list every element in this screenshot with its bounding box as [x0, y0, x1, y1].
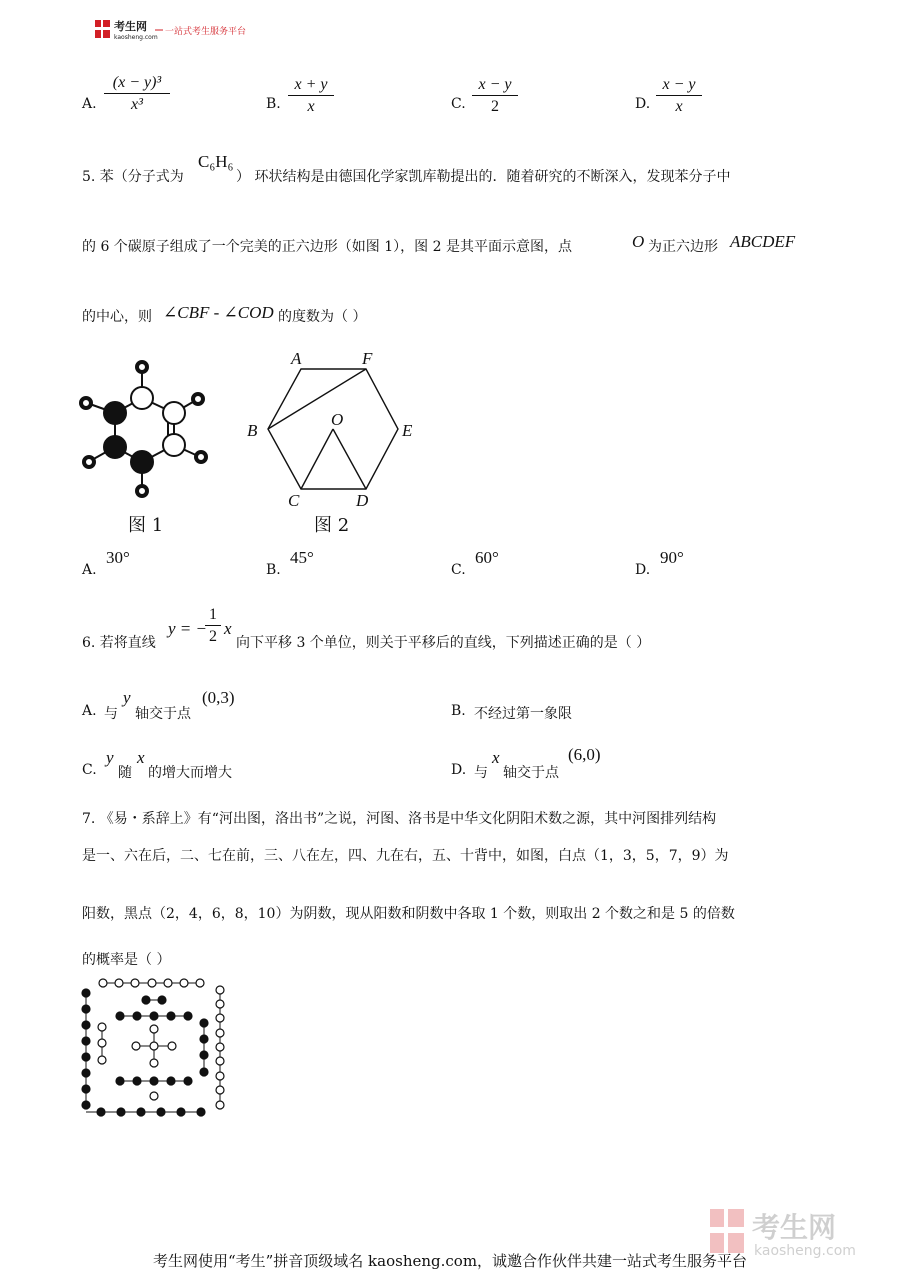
header-domain: kaosheng.com — [114, 34, 158, 41]
q5-option-d-label[interactable]: D. — [635, 562, 651, 578]
page-footer — [0, 1250, 900, 1271]
q6-option-d-mid: 轴交于点 — [503, 765, 559, 781]
header-logo[interactable] — [95, 18, 265, 46]
q5-hexagon-name: ABCDEF — [730, 232, 796, 251]
q5-option-b-label[interactable]: B. — [266, 562, 281, 578]
q5-angle-expression: ∠CBF - ∠COD — [163, 303, 274, 322]
q5-option-c-value[interactable]: 60° — [475, 548, 499, 567]
q6-option-a-pre: 与 — [104, 706, 118, 722]
footer-text: 考生网使用“考生”拼音顶级域名 kaosheng.com，诚邀合作伙伴共建一站式考生服务平台 — [152, 1252, 748, 1270]
q6-equation-fraction — [205, 606, 221, 646]
vertex-a: A — [291, 349, 302, 368]
q5-stem-part1: 5. 苯（分子式为 — [82, 169, 184, 185]
watermark-brand: 考生网 — [752, 1211, 837, 1244]
q5-stem-line2b: 为正六边形 — [648, 239, 718, 255]
figure-1-caption: 图 1 — [128, 515, 164, 536]
q4-option-c-numerator: x − y — [472, 76, 518, 96]
q5-stem-part2: ） 环状结构是由德国化学家凯库勒提出的．随着研究的不断深入，发现苯分子中 — [236, 169, 731, 185]
q4-option-d-fraction[interactable] — [656, 76, 702, 116]
q6-eq-numerator: 1 — [205, 606, 221, 626]
q4-option-a-label[interactable]: A. — [82, 96, 97, 112]
q5-option-d-value[interactable]: 90° — [660, 548, 684, 567]
hetu-diagram — [78, 975, 228, 1120]
watermark-domain: kaosheng.com — [754, 1243, 856, 1259]
q7-stem-line3: 阳数，黑点（2，4，6，8，10）为阴数，现从阳数和阴数中各取 1 个数，则取出 2 个数之和是 5 的倍数 — [82, 906, 735, 922]
q4-option-a-numerator: (x − y)³ — [104, 74, 170, 94]
q5-option-c-label[interactable]: C. — [451, 562, 466, 578]
q5-stem-line2a: 的 6 个碳原子组成了一个完美的正六边形（如图 1），图 2 是其平面示意图，点 — [82, 239, 572, 255]
q7-stem-line2: 是一、六在后，二、七在前，三、八在左，四、九在右，五、十背中，如图，白点（1，3，5，7，9）为 — [82, 848, 729, 864]
q4-option-c-denominator: 2 — [491, 98, 499, 115]
q4-option-b-fraction[interactable] — [288, 76, 334, 116]
q4-option-b-label[interactable]: B. — [266, 96, 281, 112]
q4-option-c-label[interactable]: C. — [451, 96, 466, 112]
q6-option-b-text: 不经过第一象限 — [474, 706, 572, 722]
q4-option-a-fraction[interactable] — [104, 74, 170, 114]
header-brand: 考生网 — [114, 20, 147, 33]
header-slogan: 一站式考生服务平台 — [165, 27, 247, 37]
q6-option-d-point: (6,0) — [568, 745, 601, 764]
vertex-f: F — [362, 349, 373, 368]
q6-option-b-label: B. — [451, 703, 466, 719]
vertex-e: E — [402, 421, 413, 440]
q5-formula: C₆H₆ — [198, 152, 234, 171]
hexagon-diagram-figure — [240, 345, 430, 515]
q4-option-b-numerator: x + y — [288, 76, 334, 96]
q6-option-c-mid1: 随 — [118, 765, 132, 781]
q6-eq-denominator: 2 — [209, 628, 217, 645]
q6-eq-lhs: y = − — [168, 619, 207, 638]
q6-option-d-var: x — [492, 748, 500, 767]
q5-stem-line3b: 的度数为（ ） — [278, 309, 367, 325]
q6-option-c-var1: y — [106, 748, 114, 767]
vertex-c: C — [288, 491, 300, 510]
q6-option-a-point: (0,3) — [202, 688, 235, 707]
q6-option-d-label: D. — [451, 762, 467, 778]
kaosheng-logo-icon — [95, 18, 265, 42]
center-o: O — [331, 410, 344, 429]
q7-stem-line1: 7. 《易・系辞上》有“河出图，洛出书”之说，河图、洛书是中华文化阴阳术数之源，其中河图排列结构 — [82, 811, 717, 827]
q5-option-b-value[interactable]: 45° — [290, 548, 314, 567]
q6-stem-part2: 向下平移 3 个单位，则关于平移后的直线，下列描述正确的是（ ） — [236, 635, 651, 651]
figure-2-caption: 图 2 — [314, 515, 350, 536]
q6-option-c-mid2: 的增大而增大 — [148, 765, 232, 781]
q6-option-c-var2: x — [137, 748, 145, 767]
q4-option-d-label[interactable]: D. — [635, 96, 651, 112]
q5-stem-line3a: 的中心，则 — [82, 309, 152, 325]
q5-option-a-label[interactable]: A. — [82, 562, 97, 578]
q6-option-a-label: A. — [82, 703, 97, 719]
q4-option-d-denominator: x — [675, 98, 683, 115]
vertex-b: B — [247, 421, 258, 440]
q6-option-d-pre: 与 — [474, 765, 488, 781]
vertex-d: D — [356, 491, 369, 510]
q6-option-c-label: C. — [82, 762, 97, 778]
q6-equation-left — [168, 619, 207, 639]
q4-option-b-denominator: x — [307, 98, 315, 115]
q6-option-a-var: y — [123, 688, 131, 707]
q4-option-d-numerator: x − y — [656, 76, 702, 96]
q4-option-a-denominator: x³ — [131, 96, 143, 113]
q6-eq-variable: x — [224, 619, 232, 638]
q4-option-c-fraction[interactable] — [472, 76, 518, 116]
q6-stem-part1: 6. 若将直线 — [82, 635, 156, 651]
q5-point-o: O — [632, 232, 645, 251]
q6-option-a-mid: 轴交于点 — [135, 706, 191, 722]
q7-stem-line4: 的概率是（ ） — [82, 952, 171, 968]
benzene-molecule-figure — [75, 355, 215, 505]
q5-option-a-value[interactable]: 30° — [106, 548, 130, 567]
